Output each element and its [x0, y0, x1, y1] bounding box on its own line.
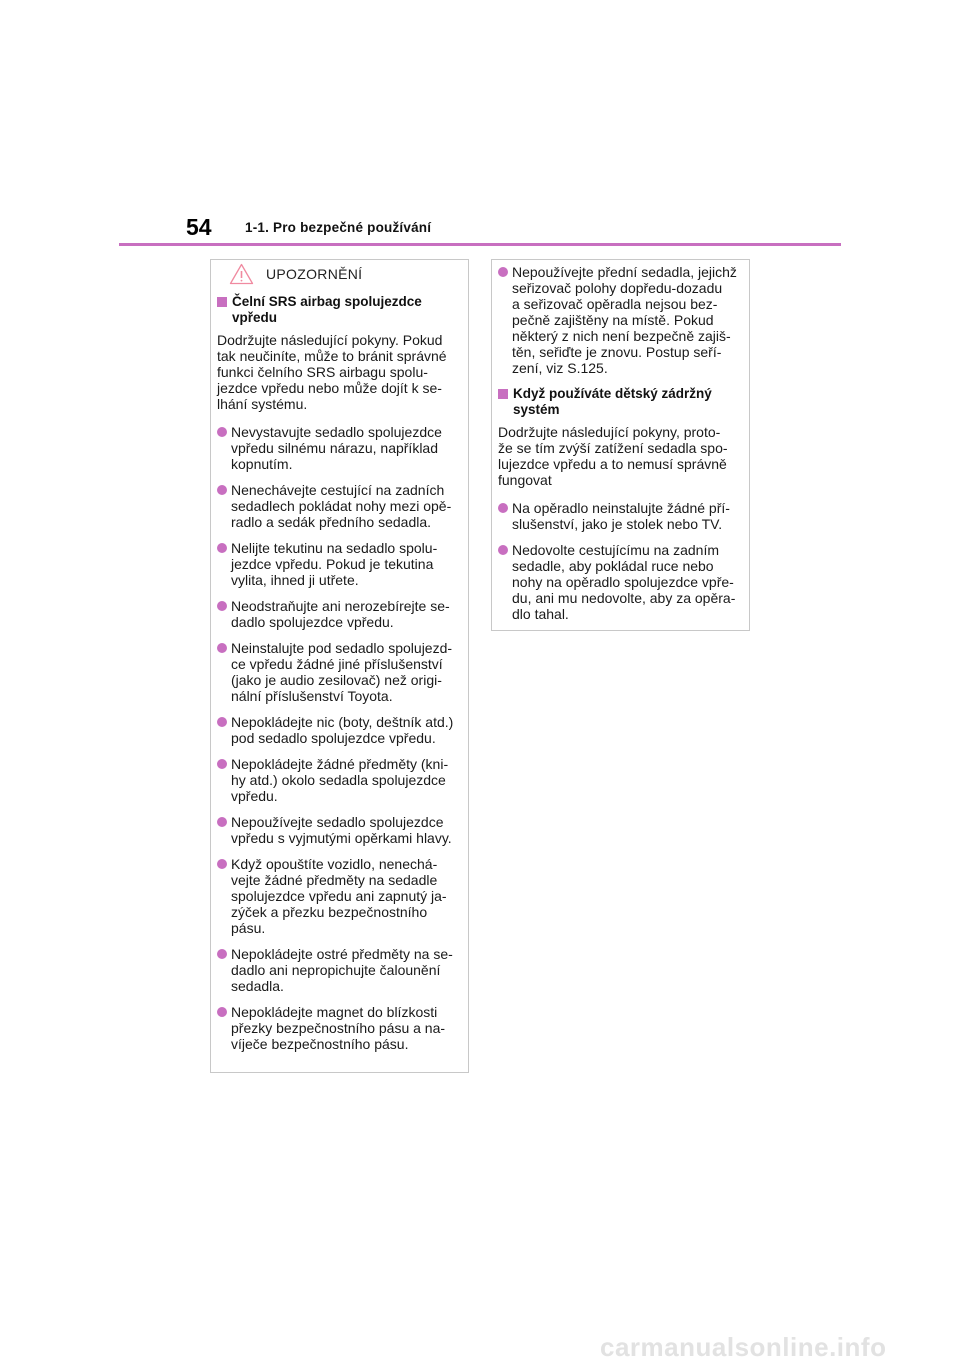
bullet-dot-icon	[217, 543, 227, 553]
bullet-line: pásu.	[231, 920, 266, 936]
bullet-line: du, ani mu nedovolte, aby za opěra-	[512, 590, 736, 606]
bullet-line: Nedovolte cestujícímu na zadním	[512, 542, 719, 558]
intro-paragraph	[217, 332, 460, 412]
heading-line: systém	[513, 402, 560, 417]
bullet-line: kopnutím.	[231, 456, 293, 472]
bullet-line: vpředu.	[231, 788, 278, 804]
bullet-line: sedadlech pokládat nohy mezi opě-	[231, 498, 452, 514]
bullet-line: Nepoužívejte sedadlo spolujezdce	[231, 814, 444, 830]
bullet-line: Neodstraňujte ani nerozebírejte se-	[231, 598, 450, 614]
bullet-line: dadlo spolujezdce vpředu.	[231, 614, 394, 630]
list-item	[217, 714, 460, 746]
bullet-line: Nepoužívejte přední sedadla, jejichž	[512, 264, 737, 280]
paragraph-line: Dodržujte následující pokyny, proto-	[498, 424, 721, 440]
bullet-line: vpředu s vyjmutými opěrkami hlavy.	[231, 830, 452, 846]
intro-paragraph	[498, 424, 741, 488]
heading-line: vpředu	[232, 310, 278, 325]
bullet-dot-icon	[217, 759, 227, 769]
paragraph-line: tak neučiníte, může to bránit správné	[217, 348, 447, 364]
list-item	[217, 1004, 460, 1052]
paragraph-line: Dodržujte následující pokyny. Pokud	[217, 332, 443, 348]
bullet-line: Nepokládejte nic (boty, deštník atd.)	[231, 714, 454, 730]
list-item	[217, 482, 460, 530]
bullet-line: dlo tahal.	[512, 606, 569, 622]
bullet-line: Nevystavujte sedadlo spolujezdce	[231, 424, 442, 440]
header-rule	[119, 243, 841, 246]
bullet-line: jezdce vpředu. Pokud je tekutina	[231, 556, 434, 572]
bullet-line: a seřizovač opěradla nejsou bez-	[512, 296, 718, 312]
section-heading	[498, 386, 741, 418]
warning-box-left	[210, 259, 469, 1073]
bullet-line: víječe bezpečnostního pásu.	[231, 1036, 409, 1052]
warning-box-right	[491, 259, 750, 631]
bullet-dot-icon	[217, 601, 227, 611]
bullet-line: nální příslušenství Toyota.	[231, 688, 393, 704]
warning-triangle-icon	[229, 263, 254, 285]
bullet-dot-icon	[498, 545, 508, 555]
bullet-dot-icon	[217, 1007, 227, 1017]
section-heading	[217, 294, 460, 326]
bullet-line: Nepokládejte žádné předměty (kni-	[231, 756, 449, 772]
section-title: 1-1. Pro bezpečné používání	[245, 220, 432, 235]
bullet-dot-icon	[217, 817, 227, 827]
bullet-line: Nepokládejte magnet do blízkosti	[231, 1004, 438, 1020]
bullet-line: některý z nich není bezpečně zajiš-	[512, 328, 731, 344]
paragraph-line: jezdce vpředu nebo může dojít k se-	[217, 380, 442, 396]
bullet-line: těn, seřiďte je znovu. Postup seří-	[512, 344, 722, 360]
list-item	[217, 814, 460, 846]
bullet-line: přezky bezpečnostního pásu a na-	[231, 1020, 446, 1036]
bullet-line: spolujezdce vpředu ani zapnutý ja-	[231, 888, 447, 904]
list-item	[498, 264, 741, 376]
heading-text	[513, 386, 712, 418]
paragraph-line: lhání systému.	[217, 396, 308, 412]
bullet-line: ce vpředu žádné jiné příslušenství	[231, 656, 443, 672]
bullet-dot-icon	[217, 643, 227, 653]
bullet-dot-icon	[217, 717, 227, 727]
list-item	[217, 756, 460, 804]
warning-title: UPOZORNĚNÍ	[266, 266, 363, 282]
bullet-line: pečně zajištěny na místě. Pokud	[512, 312, 714, 328]
bullet-dot-icon	[217, 427, 227, 437]
paragraph-line: fungovat	[498, 472, 552, 488]
heading-line: Když používáte dětský zádržný	[513, 386, 712, 401]
list-item	[217, 640, 460, 704]
bullet-line: slušenství, jako je stolek nebo TV.	[512, 516, 723, 532]
list-item	[498, 500, 741, 532]
bullet-line: vylita, ihned ji utřete.	[231, 572, 359, 588]
list-item	[217, 540, 460, 588]
list-item	[217, 598, 460, 630]
paragraph-line: že se tím zvýší zatížení sedadla spo-	[498, 440, 728, 456]
bullet-dot-icon	[217, 859, 227, 869]
bullet-line: hy atd.) okolo sedadla spolujezdce	[231, 772, 446, 788]
bullet-dot-icon	[498, 267, 508, 277]
bullet-line: zýček a přezku bezpečnostního	[231, 904, 428, 920]
bullet-dot-icon	[217, 485, 227, 495]
bullet-line: Nepokládejte ostré předměty na se-	[231, 946, 453, 962]
list-item	[217, 856, 460, 936]
bullet-line: vejte žádné předměty na sedadle	[231, 872, 438, 888]
bullet-line: Neinstalujte pod sedadlo spolujezd-	[231, 640, 453, 656]
bullet-line: dadlo ani nepropichujte čalounění	[231, 962, 441, 978]
bullet-line: Když opouštíte vozidlo, nenechá-	[231, 856, 438, 872]
bullet-dot-icon	[217, 949, 227, 959]
warning-header	[217, 260, 460, 288]
list-item	[217, 946, 460, 994]
square-bullet-icon	[498, 389, 508, 399]
bullet-line: radlo a sedák předního sedadla.	[231, 514, 432, 530]
bullet-line: nohy na opěradlo spolujezdce vpře-	[512, 574, 734, 590]
paragraph-line: funkci čelního SRS airbagu spolu-	[217, 364, 428, 380]
bullet-line: (jako je audio zesilovač) než origi-	[231, 672, 442, 688]
bullet-line: pod sedadlo spolujezdce vpředu.	[231, 730, 436, 746]
list-item	[498, 542, 741, 622]
bullet-line: sedadla.	[231, 978, 284, 994]
bullet-line: seřizovač polohy dopředu-dozadu	[512, 280, 723, 296]
paragraph-line: lujezdce vpředu a to nemusí správně	[498, 456, 727, 472]
bullet-line: Nenechávejte cestující na zadních	[231, 482, 445, 498]
bullet-line: sedadle, aby pokládal ruce nebo	[512, 558, 714, 574]
watermark: carmanualsonline.info	[600, 1332, 887, 1362]
square-bullet-icon	[217, 297, 227, 307]
bullet-line: vpředu silnému nárazu, například	[231, 440, 439, 456]
bullet-line: zení, viz S.125.	[512, 360, 608, 376]
page-number: 54	[186, 214, 212, 240]
list-item	[217, 424, 460, 472]
bullet-line: Nelijte tekutinu na sedadlo spolu-	[231, 540, 438, 556]
bullet-line: Na opěradlo neinstalujte žádné pří-	[512, 500, 730, 516]
heading-text	[232, 294, 422, 326]
heading-line: Čelní SRS airbag spolujezdce	[232, 294, 422, 309]
bullet-dot-icon	[498, 503, 508, 513]
